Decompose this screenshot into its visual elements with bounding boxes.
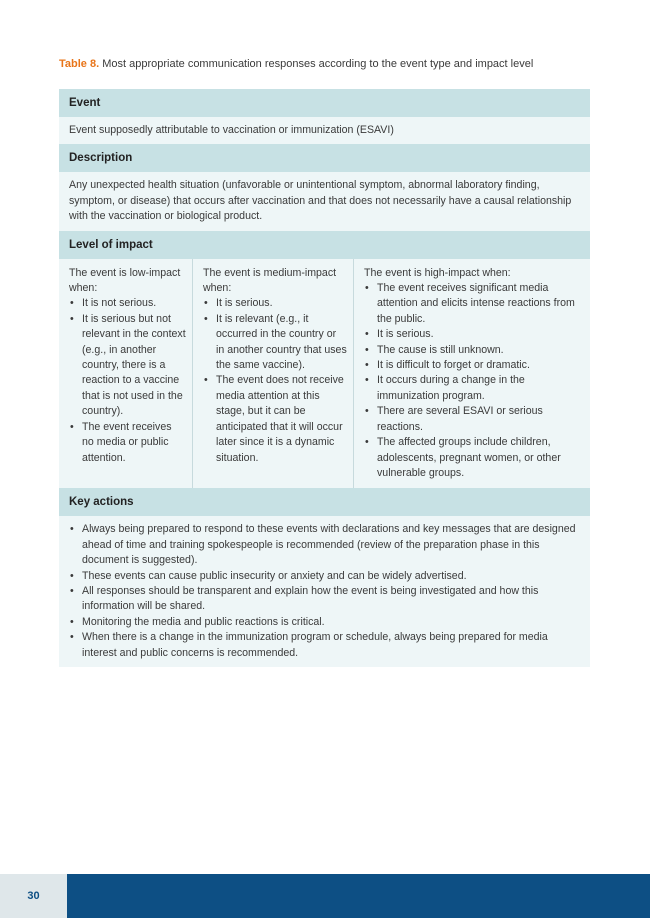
list-item: • When there is a change in the immunization program or schedule, always being prepared for media interest and public concerns is recommended. — [69, 630, 580, 661]
list-item: • It is serious. — [203, 296, 347, 311]
list-item: • It is relevant (e.g., it occurred in the country or in another country that uses the same vaccine). — [203, 312, 347, 374]
impact-columns — [59, 259, 590, 489]
key-actions-body — [59, 516, 590, 667]
list-item: • It is difficult to forget or dramatic. — [364, 358, 584, 373]
list-item: • The event does not receive media attention at this stage, but it can be anticipated that it will occur later since it is a dynamic situation. — [203, 373, 347, 465]
medium-impact-list — [203, 296, 347, 465]
list-item: • It is serious but not relevant in the context (e.g., in another country, there is a reaction to a vaccine that is not used in the country). — [69, 312, 186, 420]
table-title: Most appropriate communication responses according to the event type and impact level — [102, 58, 534, 70]
list-item: • Monitoring the media and public reactions is critical. — [69, 615, 580, 630]
key-actions-header: Key actions — [59, 488, 590, 516]
low-impact-list — [69, 296, 186, 465]
communication-response-table — [59, 89, 590, 667]
list-item: • Always being prepared to respond to these events with declarations and key messages that are designed ahead of time and training spokespeople is recommended (review of the preparation phase in this document is suggested). — [69, 522, 580, 568]
medium-impact-intro: The event is medium-impact when: — [203, 266, 337, 295]
impact-header: Level of impact — [59, 231, 590, 259]
page-number: 30 — [27, 890, 40, 902]
key-actions-list — [69, 522, 580, 661]
list-item: • It is not serious. — [69, 296, 186, 311]
low-impact-column — [59, 259, 193, 489]
list-item: • It occurs during a change in the immunization program. — [364, 373, 584, 404]
high-impact-intro: The event is high-impact when: — [364, 266, 511, 279]
high-impact-list — [364, 281, 584, 481]
table-label: Table 8. — [59, 58, 100, 70]
list-item: • There are several ESAVI or serious reactions. — [364, 404, 584, 435]
high-impact-column — [354, 259, 590, 489]
list-item: • The cause is still unknown. — [364, 343, 584, 358]
list-item: • All responses should be transparent and explain how the event is being investigated and how this information will be shared. — [69, 584, 580, 615]
footer-band — [67, 874, 650, 918]
list-item: • The event receives no media or public attention. — [69, 420, 186, 466]
low-impact-intro: The event is low-impact when: — [69, 266, 181, 295]
list-item: • These events can cause public insecurity or anxiety and can be widely advertised. — [69, 569, 580, 584]
table-caption — [59, 57, 599, 71]
list-item: • The affected groups include children, adolescents, pregnant women, or other vulnerable groups. — [364, 435, 584, 481]
list-item: • It is serious. — [364, 327, 584, 342]
medium-impact-column — [193, 259, 354, 489]
event-header: Event — [59, 89, 590, 117]
description-text: Any unexpected health situation (unfavorable or unintentional symptom, abnormal laboratory finding, symptom, or disease) that occurs after vaccination and that does not necessarily have a causal relationship with the vaccination or biological product. — [59, 172, 590, 230]
list-item: • The event receives significant media attention and elicits intense reactions from the public. — [364, 281, 584, 327]
event-text: Event supposedly attributable to vaccination or immunization (ESAVI) — [59, 117, 590, 144]
description-header: Description — [59, 144, 590, 172]
